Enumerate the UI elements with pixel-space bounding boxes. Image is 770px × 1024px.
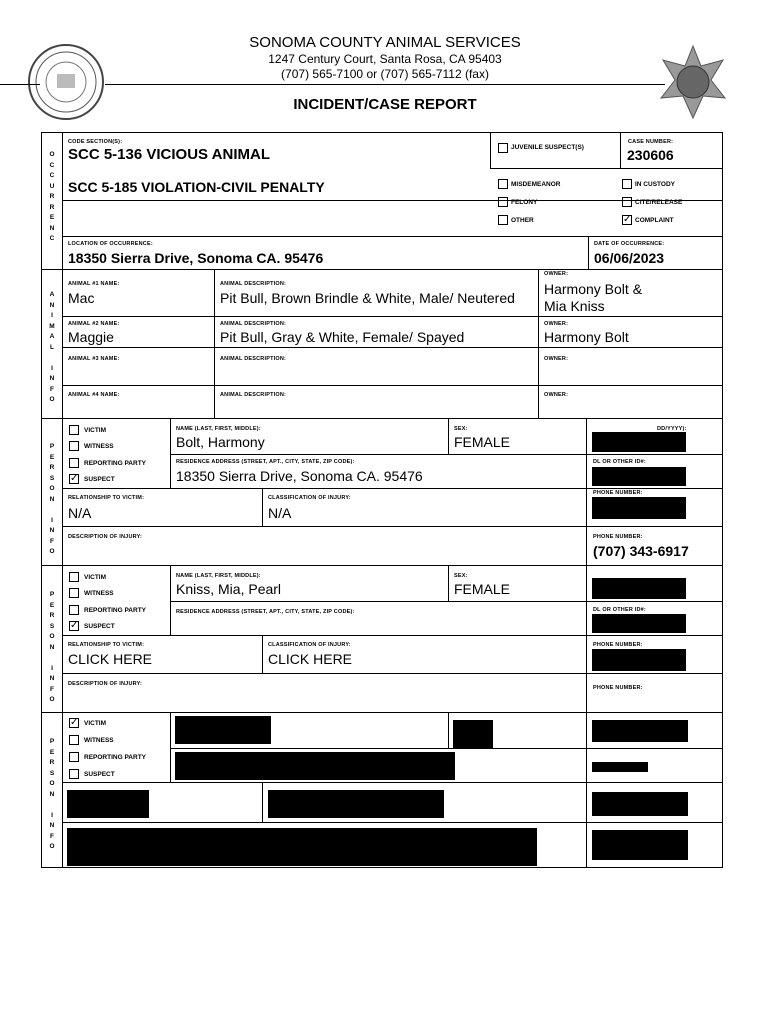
- animal1-owner-line2[interactable]: Mia Kniss: [544, 298, 605, 314]
- code-section-2[interactable]: SCC 5-185 VIOLATION-CIVIL PENALTY: [68, 179, 325, 195]
- p1-residence[interactable]: 18350 Sierra Drive, Sonoma CA. 95476: [176, 468, 423, 484]
- p3-address-redacted: [175, 752, 455, 780]
- p2-name-label: NAME (LAST, FIRST, MIDDLE):: [176, 573, 261, 579]
- cite-release-label: CITE/RELEASE: [635, 199, 683, 206]
- p3-classification-redacted: [268, 790, 444, 818]
- felony-checkbox[interactable]: [498, 197, 508, 207]
- animal2-desc[interactable]: Pit Bull, Gray & White, Female/ Spayed: [220, 329, 465, 345]
- animal-side-label: A N I M A L I N F O: [49, 291, 55, 403]
- animal4-owner-label: OWNER:: [544, 392, 569, 398]
- misdemeanor-checkbox[interactable]: [498, 179, 508, 189]
- p2-dob-redacted: [592, 578, 686, 599]
- code-section-label: CODE SECTION(S):: [68, 139, 123, 145]
- p1-phone-label: PHONE NUMBER:: [593, 490, 643, 496]
- p2-description-label: DESCRIPTION OF INJURY:: [68, 681, 143, 687]
- p2-witness-label: WITNESS: [84, 590, 114, 597]
- misdemeanor-label: MISDEMEANOR: [511, 181, 561, 188]
- p3-suspect-checkbox[interactable]: [69, 769, 79, 779]
- p2-victim-label: VICTIM: [84, 574, 107, 581]
- p1-sex[interactable]: FEMALE: [454, 434, 511, 450]
- case-number-label: CASE NUMBER:: [628, 139, 674, 145]
- p2-reporting-checkbox[interactable]: [69, 605, 79, 615]
- person3-side-label: P E R S O N I N F O: [49, 738, 55, 850]
- header-rule-left: [0, 84, 40, 85]
- p2-classification-label: CLASSIFICATION OF INJURY:: [268, 642, 351, 648]
- p3-witness-checkbox[interactable]: [69, 735, 79, 745]
- complaint-label: COMPLAINT: [635, 217, 674, 224]
- animal4-label: ANIMAL #4 NAME:: [68, 392, 120, 398]
- animal3-label: ANIMAL #3 NAME:: [68, 356, 120, 362]
- p1-description-label: DESCRIPTION OF INJURY:: [68, 534, 143, 540]
- location-value[interactable]: 18350 Sierra Drive, Sonoma CA. 95476: [68, 250, 324, 266]
- animal2-name[interactable]: Maggie: [68, 329, 114, 345]
- p1-name-label: NAME (LAST, FIRST, MIDDLE):: [176, 426, 261, 432]
- case-number[interactable]: 230606: [627, 147, 674, 163]
- p1-witness-checkbox[interactable]: [69, 441, 79, 451]
- p3-witness-label: WITNESS: [84, 737, 114, 744]
- p3-dl-redacted: [592, 762, 648, 772]
- p1-dob-redacted: [592, 432, 686, 452]
- agency-name: SONOMA COUNTY ANIMAL SERVICES: [249, 34, 521, 51]
- p1-dob-label: DD/YYYY):: [657, 426, 687, 432]
- p2-phone2-label: PHONE NUMBER:: [593, 685, 643, 691]
- p1-victim-label: VICTIM: [84, 427, 107, 434]
- p3-dob-redacted: [592, 720, 688, 742]
- juvenile-checkbox[interactable]: [498, 143, 508, 153]
- p3-reporting-checkbox[interactable]: [69, 752, 79, 762]
- p3-reporting-label: REPORTING PARTY: [84, 754, 146, 761]
- p2-suspect-label: SUSPECT: [84, 623, 115, 630]
- p1-dl-label: DL OR OTHER ID#:: [593, 459, 646, 465]
- p2-residence-label: RESIDENCE ADDRESS (STREET, APT., CITY, STATE, ZIP CODE):: [176, 609, 355, 615]
- felony-label: FELONY: [511, 199, 538, 206]
- p2-phone-label: PHONE NUMBER:: [593, 642, 643, 648]
- animal2-owner-label: OWNER:: [544, 321, 569, 327]
- location-label: LOCATION OF OCCURRENCE:: [68, 241, 153, 247]
- p2-classification[interactable]: CLICK HERE: [268, 651, 353, 667]
- p2-dl-redacted: [592, 614, 686, 633]
- p1-dl-redacted: [592, 467, 686, 486]
- p3-relationship-redacted: [67, 790, 149, 818]
- p3-sex-redacted: [453, 720, 493, 748]
- animal2-owner[interactable]: Harmony Bolt: [544, 329, 629, 345]
- p1-sex-label: SEX:: [454, 426, 468, 432]
- p1-residence-label: RESIDENCE ADDRESS (STREET, APT., CITY, STATE, ZIP CODE):: [176, 459, 355, 465]
- p1-reporting-label: REPORTING PARTY: [84, 460, 146, 467]
- p1-classification[interactable]: N/A: [268, 505, 292, 521]
- p3-victim-label: VICTIM: [84, 720, 107, 727]
- cite-release-checkbox[interactable]: [622, 197, 632, 207]
- p2-witness-checkbox[interactable]: [69, 588, 79, 598]
- code-section-1[interactable]: SCC 5-136 VICIOUS ANIMAL: [68, 146, 270, 163]
- animal1-desc[interactable]: Pit Bull, Brown Brindle & White, Male/ Neutered: [220, 290, 515, 306]
- animal1-label: ANIMAL #1 NAME:: [68, 281, 120, 287]
- in-custody-label: IN CUSTODY: [635, 181, 675, 188]
- person1-side-label: P E R S O N I N F O: [49, 443, 55, 555]
- agency-address: 1247 Century Court, Santa Rosa, CA 95403: [268, 52, 502, 66]
- animal1-desc-label: ANIMAL DESCRIPTION:: [220, 281, 287, 287]
- p1-relationship-label: RELATIONSHIP TO VICTIM:: [68, 495, 145, 501]
- p3-phone-redacted: [592, 792, 688, 816]
- p2-dl-label: DL OR OTHER ID#:: [593, 607, 646, 613]
- agency-phone: (707) 565-7100 or (707) 565-7112 (fax): [281, 67, 489, 81]
- p2-victim-checkbox[interactable]: [69, 572, 79, 582]
- p1-phone2[interactable]: (707) 343-6917: [593, 543, 689, 559]
- p1-witness-label: WITNESS: [84, 443, 114, 450]
- p2-sex[interactable]: FEMALE: [454, 581, 511, 597]
- p2-suspect-checkbox[interactable]: ✓: [70, 620, 79, 631]
- p3-suspect-label: SUSPECT: [84, 771, 115, 778]
- p3-description-redacted: [67, 828, 537, 866]
- animal1-owner-label: OWNER:: [544, 271, 569, 277]
- in-custody-checkbox[interactable]: [622, 179, 632, 189]
- p2-phone-redacted: [592, 649, 686, 671]
- p1-classification-label: CLASSIFICATION OF INJURY:: [268, 495, 351, 501]
- p2-relationship-label: RELATIONSHIP TO VICTIM:: [68, 642, 145, 648]
- p1-name[interactable]: Bolt, Harmony: [176, 434, 265, 450]
- p1-relationship[interactable]: N/A: [68, 505, 92, 521]
- p1-reporting-checkbox[interactable]: [69, 458, 79, 468]
- p1-suspect-checkbox[interactable]: ✓: [70, 473, 79, 484]
- p2-sex-label: SEX:: [454, 573, 468, 579]
- person2-side-label: P E R S O N I N F O: [49, 591, 55, 703]
- p1-phone2-label: PHONE NUMBER:: [593, 534, 643, 540]
- date-label: DATE OF OCCURRENCE:: [594, 241, 665, 247]
- p1-victim-checkbox[interactable]: [69, 425, 79, 435]
- header-rule: [105, 84, 665, 85]
- animal3-owner-label: OWNER:: [544, 356, 569, 362]
- p3-name-redacted: [175, 716, 271, 744]
- date-value[interactable]: 06/06/2023: [594, 250, 665, 266]
- animal3-desc-label: ANIMAL DESCRIPTION:: [220, 356, 287, 362]
- animal4-desc-label: ANIMAL DESCRIPTION:: [220, 392, 287, 398]
- p2-relationship[interactable]: CLICK HERE: [68, 651, 153, 667]
- juvenile-label: JUVENILE SUSPECT(S): [511, 144, 584, 151]
- animal1-name[interactable]: Mac: [68, 290, 95, 306]
- animal1-owner-line1[interactable]: Harmony Bolt &: [544, 281, 643, 297]
- animal2-desc-label: ANIMAL DESCRIPTION:: [220, 321, 287, 327]
- other-checkbox[interactable]: [498, 215, 508, 225]
- other-label: OTHER: [511, 217, 534, 224]
- p3-phone2-redacted: [592, 830, 688, 860]
- p3-victim-checkbox[interactable]: ✓: [70, 717, 79, 728]
- occurrence-side-label: O C C U R R E N C: [49, 151, 55, 242]
- p2-name[interactable]: Kniss, Mia, Pearl: [176, 581, 282, 597]
- p1-phone-redacted: [592, 497, 686, 519]
- p1-suspect-label: SUSPECT: [84, 476, 115, 483]
- p2-reporting-label: REPORTING PARTY: [84, 607, 146, 614]
- report-title: INCIDENT/CASE REPORT: [293, 96, 477, 113]
- complaint-checkbox[interactable]: ✓: [623, 214, 632, 225]
- animal2-label: ANIMAL #2 NAME:: [68, 321, 120, 327]
